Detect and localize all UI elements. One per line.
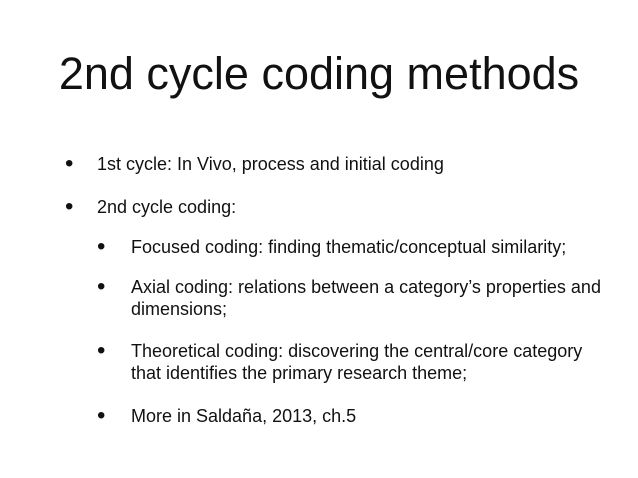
bullet-icon: •: [65, 150, 74, 177]
bullet-icon: •: [97, 233, 106, 260]
bullet-text: 2nd cycle coding:: [97, 197, 237, 217]
bullet-icon: •: [97, 273, 106, 300]
sub-bullet-item-1: [97, 233, 611, 260]
bullet-item-2: [65, 193, 597, 220]
bullet-text: Axial coding: relations between a category’s properties and dimensions;: [131, 277, 601, 319]
bullet-icon: •: [65, 193, 74, 220]
slide-title: 2nd cycle coding methods: [58, 48, 580, 99]
sub-bullet-item-4: [97, 402, 611, 429]
bullet-text: More in Saldaña, 2013, ch.5: [131, 406, 357, 426]
bullet-item-1: [65, 150, 597, 177]
sub-bullet-item-2: [97, 273, 611, 320]
bullet-icon: •: [97, 402, 106, 429]
sub-bullet-item-3: [97, 337, 601, 384]
bullet-text: Focused coding: finding thematic/conceptual similarity;: [131, 237, 567, 257]
bullet-text: Theoretical coding: discovering the central/core category that identifies the primary research theme;: [131, 341, 583, 383]
bullet-text: 1st cycle: In Vivo, process and initial coding: [97, 154, 444, 174]
bullet-icon: •: [97, 337, 106, 364]
